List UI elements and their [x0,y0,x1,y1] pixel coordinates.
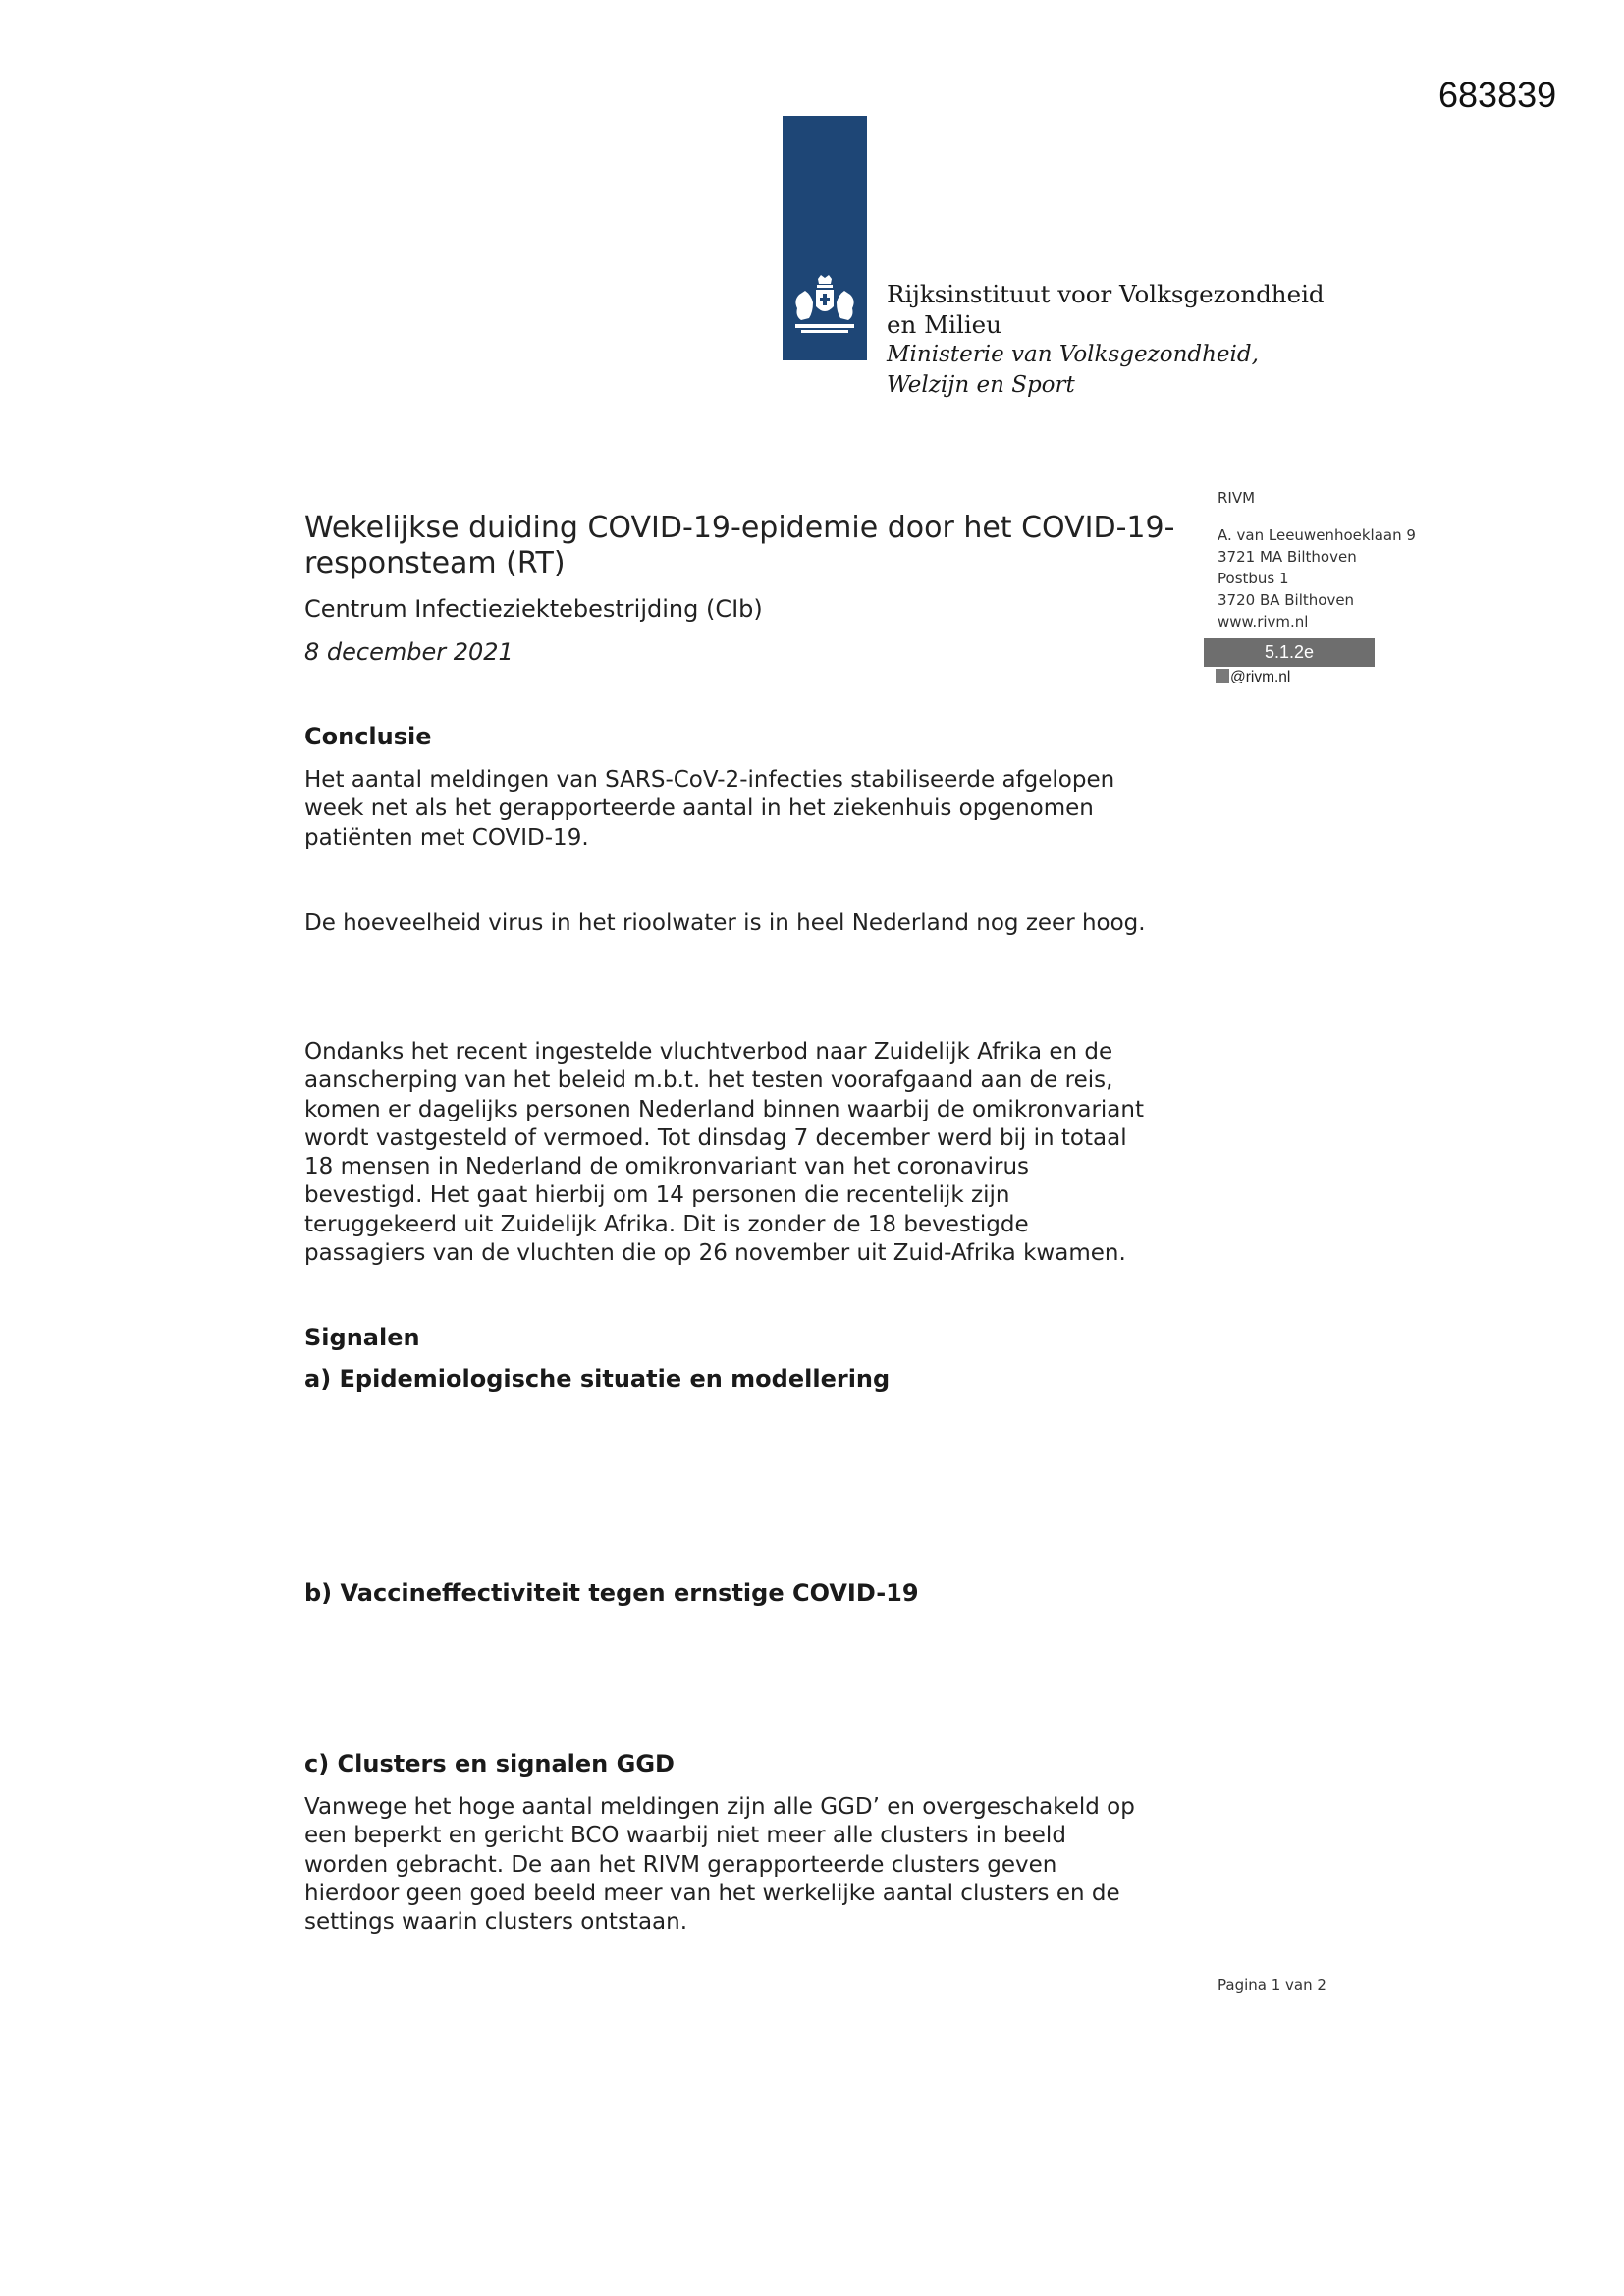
address-line: 3720 BA Bilthoven [1218,591,1355,609]
document-date: 8 december 2021 [304,638,514,666]
text-line: bevestigd. Het gaat hierbij om 14 personen die recentelijk zijn [304,1182,1010,1209]
address-line: Postbus 1 [1218,570,1289,587]
ministry-name-line: Welzijn en Sport [887,372,1075,398]
section-a-heading: a) Epidemiologische situatie en modellering [304,1365,891,1393]
contact-email[interactable] [1216,669,1290,686]
email-domain: @rivm.nl [1230,669,1291,685]
text-line: De hoeveelheid virus in het rioolwater is in heel Nederland nog zeer hoog. [304,910,1146,936]
text-line: week net als het gerapporteerde aantal in het ziekenhuis opgenomen [304,795,1094,822]
text-line: wordt vastgesteld of vermoed. Tot dinsdag 7 december werd bij in totaal [304,1124,1127,1151]
document-number: 683839 [1438,75,1557,115]
organization-name [887,279,1325,340]
text-line: Vanwege het hoge aantal meldingen zijn alle GGD’ en overgeschakeld op [304,1794,1135,1820]
document-title [304,511,1188,581]
section-c-heading: c) Clusters en signalen GGD [304,1750,675,1777]
text-line: patiënten met COVID-19. [304,824,589,850]
title-line: responsteam (RT) [304,546,566,580]
text-line: een beperkt en gericht BCO waarbij niet meer alle clusters in beeld [304,1823,1066,1849]
document-subtitle: Centrum Infectieziektebestrijding (CIb) [304,595,763,623]
text-line: Het aantal meldingen van SARS-CoV-2-infecties stabiliseerde afgelopen [304,767,1115,793]
text-line: 18 mensen in Nederland de omikronvariant van het coronavirus [304,1154,1030,1180]
page-number: Pagina 1 van 2 [1218,1976,1326,1994]
redaction-label: 5.1.2e [1204,638,1375,667]
conclusie-paragraph-3 [304,1038,1144,1268]
text-line: settings waarin clusters ontstaan. [304,1909,688,1936]
text-line: hierdoor geen goed beeld meer van het werkelijke aantal clusters en de [304,1880,1120,1906]
address-line: A. van Leeuwenhoeklaan 9 [1218,526,1416,544]
text-line: passagiers van de vluchten die op 26 november uit Zuid-Afrika kwamen. [304,1240,1126,1267]
conclusie-paragraph-1 [304,766,1114,852]
ministry-name-line: Ministerie van Volksgezondheid, [887,342,1259,367]
title-line: Wekelijkse duiding COVID-19-epidemie door het COVID-19- [304,511,1175,545]
text-line: komen er dagelijks personen Nederland binnen waarbij de omikronvariant [304,1096,1144,1122]
organization-name-line: en Milieu [887,310,1001,339]
conclusie-heading: Conclusie [304,723,432,750]
redaction-block [1216,669,1229,683]
sender-org: RIVM [1218,489,1256,507]
conclusie-paragraph-2 [304,909,1146,938]
crest-icon [789,273,860,342]
sender-address [1218,487,1416,632]
signalen-heading: Signalen [304,1324,420,1351]
section-b-heading: b) Vaccineffectiviteit tegen ernstige COVID-19 [304,1579,919,1607]
address-line: 3721 MA Bilthoven [1218,548,1357,566]
clusters-paragraph [304,1793,1135,1937]
organization-name-line: Rijksinstituut voor Volksgezondheid [887,280,1325,308]
text-line: aanscherping van het beleid m.b.t. het testen voorafgaand aan de reis, [304,1067,1113,1094]
text-line: teruggekeerd uit Zuidelijk Afrika. Dit is zonder de 18 bevestigde [304,1211,1029,1237]
text-line: Ondanks het recent ingestelde vluchtverbod naar Zuidelijk Afrika en de [304,1039,1113,1065]
ministry-name [887,340,1259,401]
text-line: worden gebracht. De aan het RIVM gerapporteerde clusters geven [304,1851,1057,1878]
website-link[interactable]: www.rivm.nl [1218,613,1309,630]
